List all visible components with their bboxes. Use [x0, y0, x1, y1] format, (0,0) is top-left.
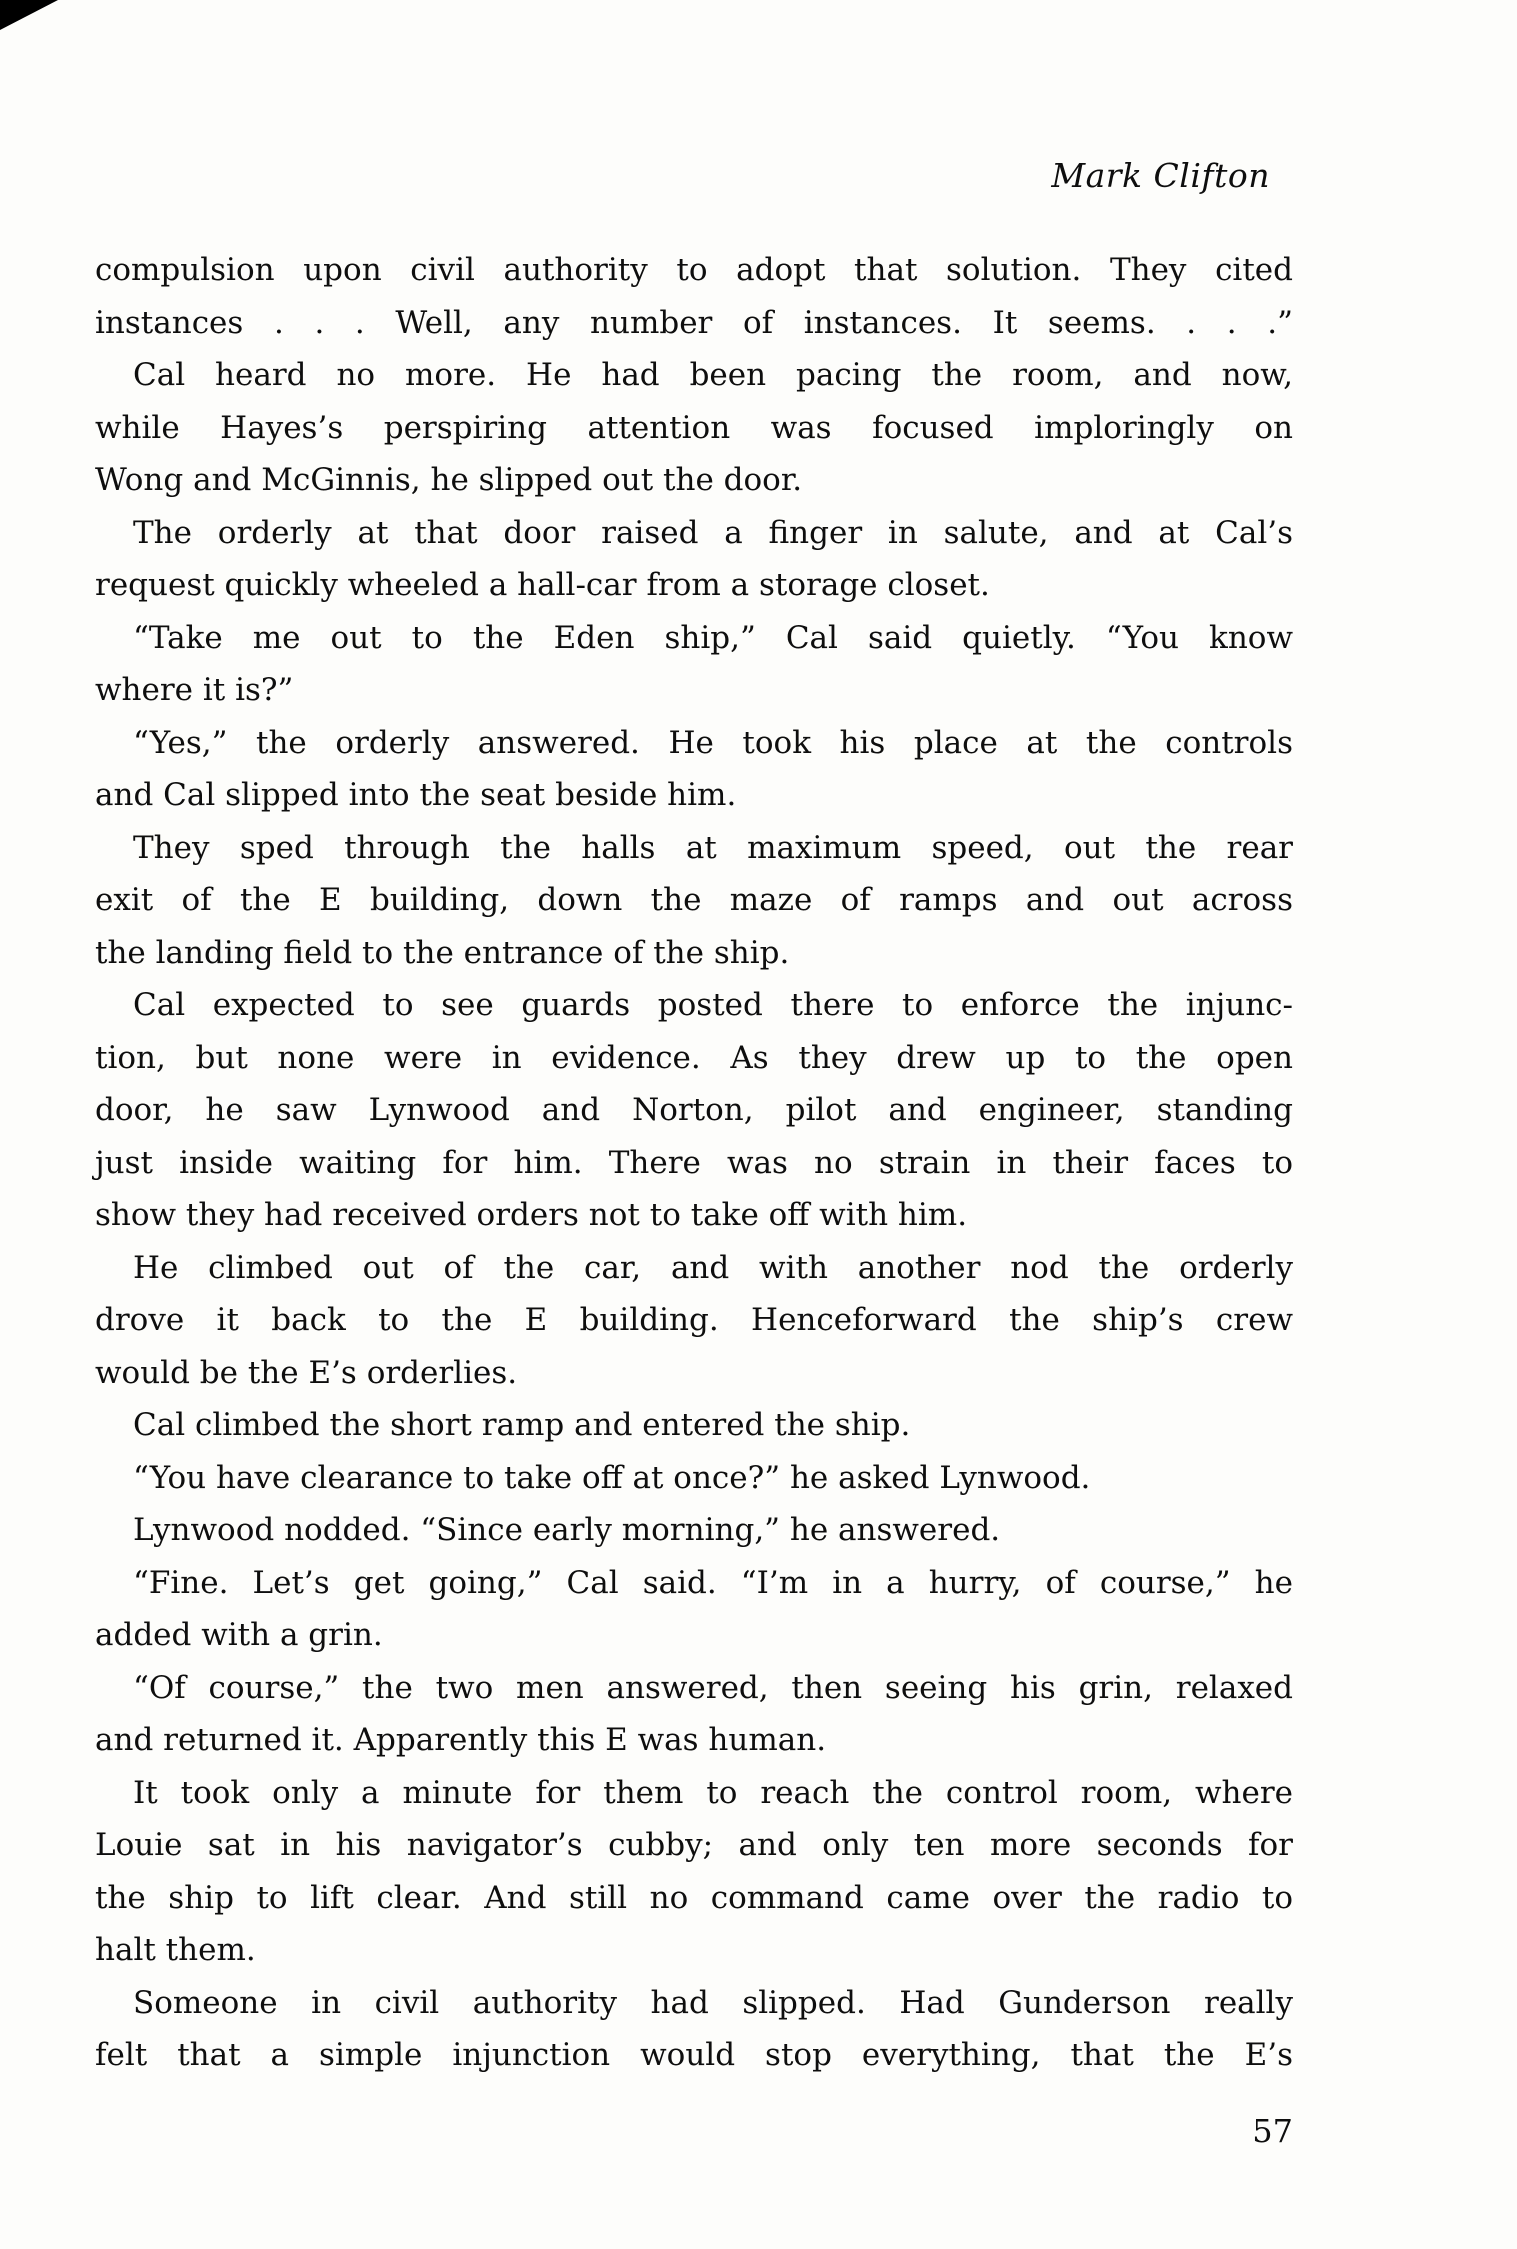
text-line: Louie sat in his navigator’s cubby; and only ten more seconds for	[95, 1827, 1293, 1863]
text-line: request quickly wheeled a hall-car from a storage closet.	[95, 567, 990, 603]
text-line: “You have clearance to take off at once?” he asked Lynwood.	[133, 1459, 1091, 1496]
text-line: drove it back to the E building. Henceforward the ship’s crew	[95, 1302, 1293, 1338]
text-line: the ship to lift clear. And still no command came over the radio to	[95, 1879, 1293, 1916]
text-line: Someone in civil authority had slipped. Had Gunderson really	[133, 1984, 1293, 2021]
text-line: Wong and McGinnis, he slipped out the door.	[95, 462, 803, 498]
text-line: halt them.	[95, 1932, 256, 1968]
text-line: “Fine. Let’s get going,” Cal said. “I’m in a hurry, of course,” he	[133, 1564, 1293, 1601]
text-line: and Cal slipped into the seat beside him.	[95, 777, 737, 813]
text-line: instances . . . Well, any number of instances. It seems. . . .”	[95, 304, 1293, 341]
text-line: show they had received orders not to take off with him.	[95, 1197, 968, 1233]
text-line: exit of the E building, down the maze of ramps and out across	[95, 882, 1293, 918]
text-line: added with a grin.	[95, 1617, 383, 1653]
running-header-author: Mark Clifton	[1051, 156, 1270, 195]
text-line: would be the E’s orderlies.	[95, 1354, 518, 1391]
text-line: Cal heard no more. He had been pacing the room, and now,	[133, 357, 1293, 393]
page-number: 57	[1252, 2112, 1293, 2150]
text-line: It took only a minute for them to reach the control room, where	[133, 1774, 1293, 1811]
text-line: tion, but none were in evidence. As they drew up to the open	[95, 1039, 1293, 1076]
text-line: while Hayes’s perspiring attention was focused imploringly on	[95, 409, 1293, 446]
scan-corner-artifact	[0, 0, 58, 30]
text-line: Lynwood nodded. “Since early morning,” he answered.	[133, 1512, 1001, 1548]
text-line: Cal expected to see guards posted there to enforce the injunc-	[133, 987, 1293, 1023]
text-line: compulsion upon civil authority to adopt that solution. They cited	[95, 252, 1293, 288]
body-text	[95, 244, 1293, 2082]
text-line: The orderly at that door raised a finger in salute, and at Cal’s	[133, 514, 1293, 551]
text-line: the landing field to the entrance of the ship.	[95, 934, 790, 971]
text-line: just inside waiting for him. There was no strain in their faces to	[95, 1144, 1293, 1181]
text-line: door, he saw Lynwood and Norton, pilot and engineer, standing	[95, 1092, 1293, 1128]
text-line: felt that a simple injunction would stop everything, that the E’s	[95, 2037, 1293, 2073]
text-line: and returned it. Apparently this E was human.	[95, 1722, 827, 1758]
text-line: Cal climbed the short ramp and entered the ship.	[133, 1407, 911, 1443]
text-line: They sped through the halls at maximum speed, out the rear	[133, 829, 1293, 866]
text-line: “Take me out to the Eden ship,” Cal said quietly. “You know	[133, 619, 1293, 656]
text-line: He climbed out of the car, and with another nod the orderly	[133, 1249, 1293, 1286]
text-line: “Yes,” the orderly answered. He took his place at the controls	[133, 724, 1293, 761]
text-line: where it is?”	[95, 672, 294, 708]
text-line: “Of course,” the two men answered, then seeing his grin, relaxed	[133, 1669, 1293, 1706]
